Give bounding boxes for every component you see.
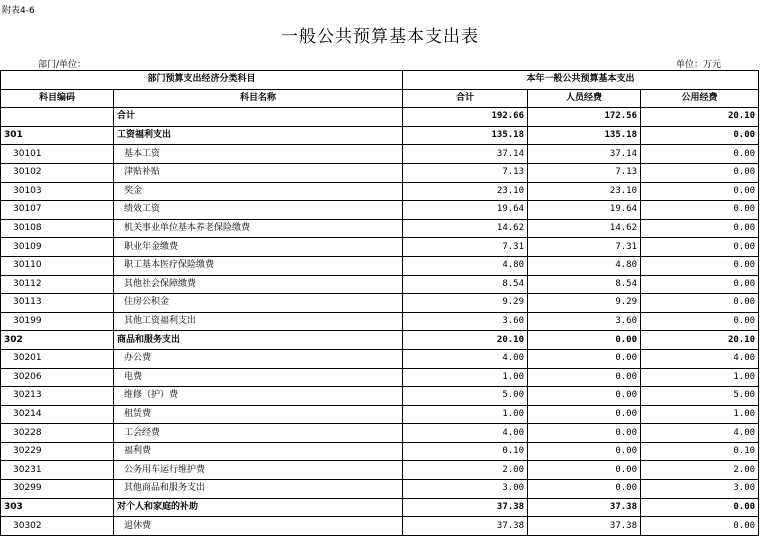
row-public: 0.00 — [641, 256, 759, 275]
row-code: 30214 — [1, 405, 114, 424]
row-name: 住房公积金 — [114, 294, 403, 313]
row-name: 商品和服务支出 — [114, 331, 403, 350]
row-total: 192.66 — [403, 108, 528, 127]
group-header-row — [1, 71, 759, 90]
row-personnel: 37.38 — [528, 498, 641, 517]
row-name: 职业年金缴费 — [114, 238, 403, 257]
table-row — [1, 349, 759, 368]
row-total: 37.14 — [403, 145, 528, 164]
row-code: 30101 — [1, 145, 114, 164]
row-total: 20.10 — [403, 331, 528, 350]
row-code — [1, 108, 114, 127]
column-header-row — [1, 89, 759, 108]
row-code: 30206 — [1, 368, 114, 387]
row-name: 电费 — [114, 368, 403, 387]
table-row — [1, 163, 759, 182]
row-name: 租赁费 — [114, 405, 403, 424]
row-personnel: 4.80 — [528, 256, 641, 275]
table-row — [1, 368, 759, 387]
table-row — [1, 498, 759, 517]
row-personnel: 7.13 — [528, 163, 641, 182]
dept-label: 部门/单位： — [38, 60, 87, 70]
header-economic-category: 部门预算支出经济分类科目 — [1, 71, 403, 90]
header-code: 科目编码 — [1, 89, 114, 108]
row-total: 135.18 — [403, 126, 528, 145]
row-code: 30102 — [1, 163, 114, 182]
row-personnel: 0.00 — [528, 480, 641, 499]
table-row — [1, 256, 759, 275]
row-public: 0.00 — [641, 517, 759, 536]
row-personnel: 8.54 — [528, 275, 641, 294]
row-name: 公务用车运行维护费 — [114, 461, 403, 480]
unit-label: 单位：万元 — [676, 60, 722, 70]
row-name: 基本工资 — [114, 145, 403, 164]
row-public: 4.00 — [641, 424, 759, 443]
table-row — [1, 294, 759, 313]
row-personnel: 37.38 — [528, 517, 641, 536]
table-row — [1, 238, 759, 257]
table-row — [1, 461, 759, 480]
row-public: 0.00 — [641, 201, 759, 220]
row-personnel: 3.60 — [528, 312, 641, 331]
row-public: 4.00 — [641, 349, 759, 368]
row-name: 退休费 — [114, 517, 403, 536]
row-code: 30213 — [1, 387, 114, 406]
row-name: 维修（护）费 — [114, 387, 403, 406]
row-total: 8.54 — [403, 275, 528, 294]
row-public: 0.00 — [641, 498, 759, 517]
row-code: 301 — [1, 126, 114, 145]
row-personnel: 7.31 — [528, 238, 641, 257]
row-total: 2.00 — [403, 461, 528, 480]
row-personnel: 0.00 — [528, 405, 641, 424]
row-total: 14.62 — [403, 219, 528, 238]
row-total: 4.00 — [403, 349, 528, 368]
row-name: 工会经费 — [114, 424, 403, 443]
row-name: 其他社会保障缴费 — [114, 275, 403, 294]
row-code: 30107 — [1, 201, 114, 220]
row-public: 0.00 — [641, 126, 759, 145]
row-personnel: 172.56 — [528, 108, 641, 127]
row-name: 对个人和家庭的补助 — [114, 498, 403, 517]
row-public: 0.00 — [641, 294, 759, 313]
row-name: 其他商品和服务支出 — [114, 480, 403, 499]
row-name: 合计 — [114, 108, 403, 127]
row-public: 3.00 — [641, 480, 759, 499]
row-public: 0.10 — [641, 442, 759, 461]
row-name: 机关事业单位基本养老保险缴费 — [114, 219, 403, 238]
row-code: 30113 — [1, 294, 114, 313]
row-public: 5.00 — [641, 387, 759, 406]
row-total: 5.00 — [403, 387, 528, 406]
row-code: 30103 — [1, 182, 114, 201]
row-total: 4.00 — [403, 424, 528, 443]
table-row — [1, 480, 759, 499]
row-total: 3.60 — [403, 312, 528, 331]
table-body — [1, 108, 759, 536]
table-row — [1, 442, 759, 461]
row-code: 30110 — [1, 256, 114, 275]
row-code: 30112 — [1, 275, 114, 294]
row-total: 7.13 — [403, 163, 528, 182]
row-name: 绩效工资 — [114, 201, 403, 220]
row-personnel: 0.00 — [528, 442, 641, 461]
row-name: 福利费 — [114, 442, 403, 461]
row-personnel: 0.00 — [528, 387, 641, 406]
row-total: 0.10 — [403, 442, 528, 461]
row-code: 303 — [1, 498, 114, 517]
row-public: 0.00 — [641, 219, 759, 238]
row-public: 20.10 — [641, 331, 759, 350]
row-public: 0.00 — [641, 312, 759, 331]
row-name: 其他工资福利支出 — [114, 312, 403, 331]
row-personnel: 23.10 — [528, 182, 641, 201]
row-total: 1.00 — [403, 405, 528, 424]
row-personnel: 0.00 — [528, 349, 641, 368]
row-code: 30302 — [1, 517, 114, 536]
table-row — [1, 182, 759, 201]
row-name: 津贴补贴 — [114, 163, 403, 182]
row-code: 30201 — [1, 349, 114, 368]
row-code: 30299 — [1, 480, 114, 499]
table-row — [1, 201, 759, 220]
row-total: 19.64 — [403, 201, 528, 220]
row-public: 0.00 — [641, 182, 759, 201]
row-personnel: 0.00 — [528, 461, 641, 480]
row-code: 30199 — [1, 312, 114, 331]
table-row — [1, 405, 759, 424]
row-total: 3.00 — [403, 480, 528, 499]
row-public: 2.00 — [641, 461, 759, 480]
table-row — [1, 108, 759, 127]
row-name: 办公费 — [114, 349, 403, 368]
row-personnel: 37.14 — [528, 145, 641, 164]
appendix-note: 附表4-6 — [2, 6, 35, 16]
row-code: 30109 — [1, 238, 114, 257]
row-public: 1.00 — [641, 405, 759, 424]
table-row — [1, 517, 759, 536]
row-personnel: 9.29 — [528, 294, 641, 313]
table-row — [1, 126, 759, 145]
row-personnel: 14.62 — [528, 219, 641, 238]
row-total: 23.10 — [403, 182, 528, 201]
row-code: 30108 — [1, 219, 114, 238]
header-personnel: 人员经费 — [528, 89, 641, 108]
row-personnel: 135.18 — [528, 126, 641, 145]
row-total: 9.29 — [403, 294, 528, 313]
row-public: 0.00 — [641, 275, 759, 294]
table-row — [1, 312, 759, 331]
header-total: 合计 — [403, 89, 528, 108]
row-name: 职工基本医疗保险缴费 — [114, 256, 403, 275]
row-total: 1.00 — [403, 368, 528, 387]
row-total: 37.38 — [403, 517, 528, 536]
page-title: 一般公共预算基本支出表 — [281, 27, 479, 47]
table-row — [1, 275, 759, 294]
row-personnel: 0.00 — [528, 368, 641, 387]
row-code: 30228 — [1, 424, 114, 443]
row-personnel: 0.00 — [528, 331, 641, 350]
row-total: 4.80 — [403, 256, 528, 275]
table-row — [1, 424, 759, 443]
row-total: 37.38 — [403, 498, 528, 517]
header-basic-expenditure: 本年一般公共预算基本支出 — [403, 71, 759, 90]
row-public: 0.00 — [641, 145, 759, 164]
row-total: 7.31 — [403, 238, 528, 257]
row-public: 0.00 — [641, 163, 759, 182]
row-public: 20.10 — [641, 108, 759, 127]
header-name: 科目名称 — [114, 89, 403, 108]
row-name: 工资福利支出 — [114, 126, 403, 145]
header-public: 公用经费 — [641, 89, 759, 108]
row-personnel: 19.64 — [528, 201, 641, 220]
table-row — [1, 219, 759, 238]
row-code: 30229 — [1, 442, 114, 461]
table-row — [1, 145, 759, 164]
row-public: 0.00 — [641, 238, 759, 257]
row-code: 302 — [1, 331, 114, 350]
budget-table — [0, 70, 759, 536]
row-public: 1.00 — [641, 368, 759, 387]
row-name: 奖金 — [114, 182, 403, 201]
row-personnel: 0.00 — [528, 424, 641, 443]
table-row — [1, 331, 759, 350]
table-row — [1, 387, 759, 406]
row-code: 30231 — [1, 461, 114, 480]
